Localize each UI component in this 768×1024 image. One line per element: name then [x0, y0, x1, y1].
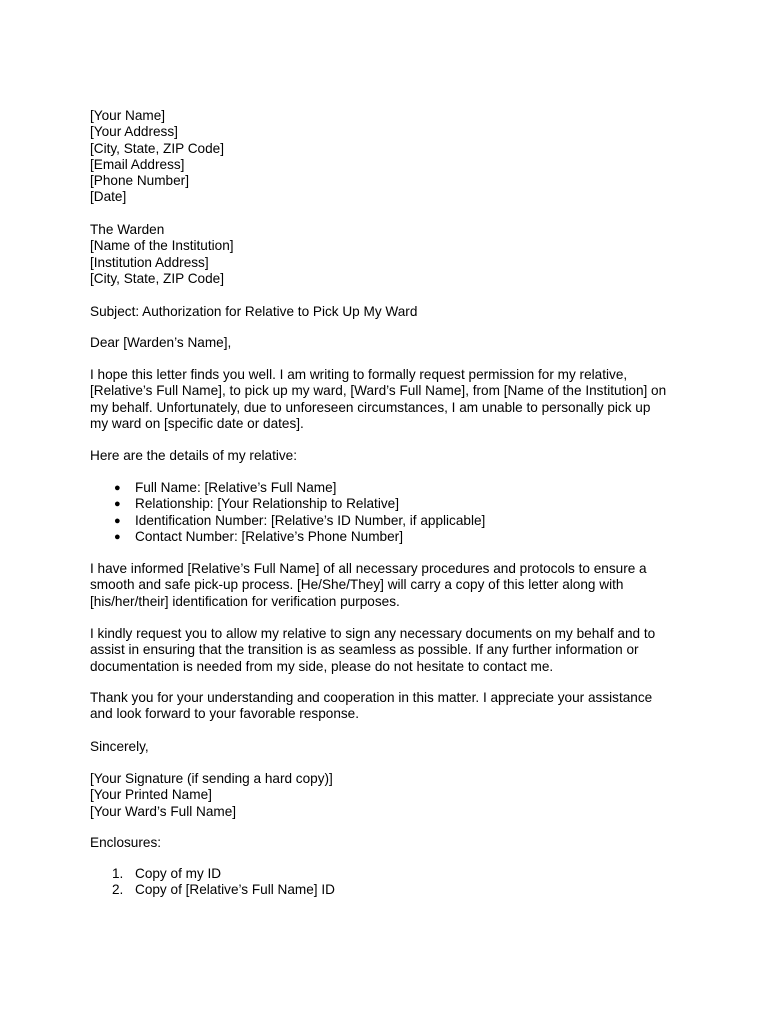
- subject-line: [90, 304, 680, 320]
- detail-identification-number: Identification Number: [Relative’s ID Number, if applicable]: [135, 512, 486, 528]
- list-item: [90, 529, 680, 545]
- paragraph-line: I have informed [Relative’s Full Name] of all necessary procedures and protocols to ensure a: [90, 561, 647, 576]
- sender-name: [Your Name]: [90, 108, 166, 123]
- list-item: [90, 513, 680, 529]
- list-number: 1.: [112, 866, 124, 881]
- paragraph-line: I hope this letter finds you well. I am writing to formally request permission for my relative,: [90, 367, 628, 382]
- list-item: [90, 882, 680, 898]
- sender-city-state-zip: [City, State, ZIP Code]: [90, 140, 224, 156]
- closing: [90, 739, 680, 755]
- enclosures-label-text: Enclosures:: [90, 835, 162, 850]
- salutation: [90, 335, 680, 351]
- salutation-text: Dear [Warden’s Name],: [90, 335, 232, 350]
- bullet-icon: ●: [114, 498, 121, 511]
- relative-details-list: [90, 480, 680, 545]
- paragraph-line: Thank you for your understanding and cooperation in this matter. I appreciate your assistance: [90, 690, 653, 705]
- paragraph-line: I kindly request you to allow my relative to sign any necessary documents on my behalf and to: [90, 626, 656, 641]
- list-number: 2.: [112, 882, 124, 898]
- bullet-icon: ●: [114, 514, 121, 527]
- sender-address: [Your Address]: [90, 124, 178, 140]
- bullet-icon: ●: [114, 530, 121, 543]
- closing-text: Sincerely,: [90, 739, 149, 754]
- paragraph-line: smooth and safe pick-up process. [He/She/They] will carry a copy of this letter along with: [90, 577, 624, 593]
- ward-name-line: [Your Ward’s Full Name]: [90, 803, 237, 819]
- signature-block: [90, 771, 680, 820]
- body-paragraph-3: [90, 626, 680, 675]
- detail-relationship: Relationship: [Your Relationship to Relative]: [135, 496, 399, 512]
- paragraph-line: and look forward to your favorable response.: [90, 706, 360, 722]
- paragraph-line: my ward on [specific date or dates].: [90, 415, 304, 431]
- sender-address-block: [90, 108, 680, 206]
- recipient-address: [Institution Address]: [90, 254, 209, 270]
- enclosures-list: [90, 866, 680, 899]
- enclosure-item-text: Copy of my ID: [135, 866, 222, 881]
- enclosures-label: [90, 835, 680, 851]
- paragraph-line: [his/her/their] identification for verification purposes.: [90, 593, 400, 609]
- recipient-address-block: [90, 222, 680, 287]
- paragraph-line: [Relative’s Full Name], to pick up my ward, [Ward’s Full Name], from [Name of the Institution] on: [90, 383, 667, 399]
- body-paragraph-1: [90, 367, 680, 432]
- list-item: [90, 866, 680, 882]
- paragraph-line: assist in ensuring that the transition is as seamless as possible. If any further information or: [90, 642, 639, 658]
- recipient-title: The Warden: [90, 222, 165, 237]
- signature-line: [Your Signature (if sending a hard copy)]: [90, 771, 333, 786]
- letter-date: [Date]: [90, 189, 127, 205]
- body-paragraph-2: [90, 561, 680, 610]
- list-item: [90, 480, 680, 496]
- list-item: [90, 496, 680, 512]
- recipient-city-state-zip: [City, State, ZIP Code]: [90, 270, 224, 286]
- detail-full-name: Full Name: [Relative’s Full Name]: [135, 480, 337, 495]
- sender-phone: [Phone Number]: [90, 173, 189, 189]
- detail-contact-number: Contact Number: [Relative’s Phone Number]: [135, 528, 403, 544]
- recipient-institution: [Name of the Institution]: [90, 238, 234, 254]
- printed-name-line: [Your Printed Name]: [90, 787, 212, 803]
- details-intro-text: Here are the details of my relative:: [90, 448, 298, 463]
- body-paragraph-4: [90, 690, 680, 723]
- subject-text: Subject: Authorization for Relative to Pick Up My Ward: [90, 304, 418, 319]
- paragraph-line: my behalf. Unfortunately, due to unforeseen circumstances, I am unable to personally pick up: [90, 399, 651, 415]
- details-intro: [90, 448, 680, 464]
- enclosure-item-text: Copy of [Relative’s Full Name] ID: [135, 882, 335, 898]
- paragraph-line: documentation is needed from my side, please do not hesitate to contact me.: [90, 658, 554, 674]
- sender-email: [Email Address]: [90, 156, 185, 172]
- bullet-icon: ●: [114, 482, 121, 494]
